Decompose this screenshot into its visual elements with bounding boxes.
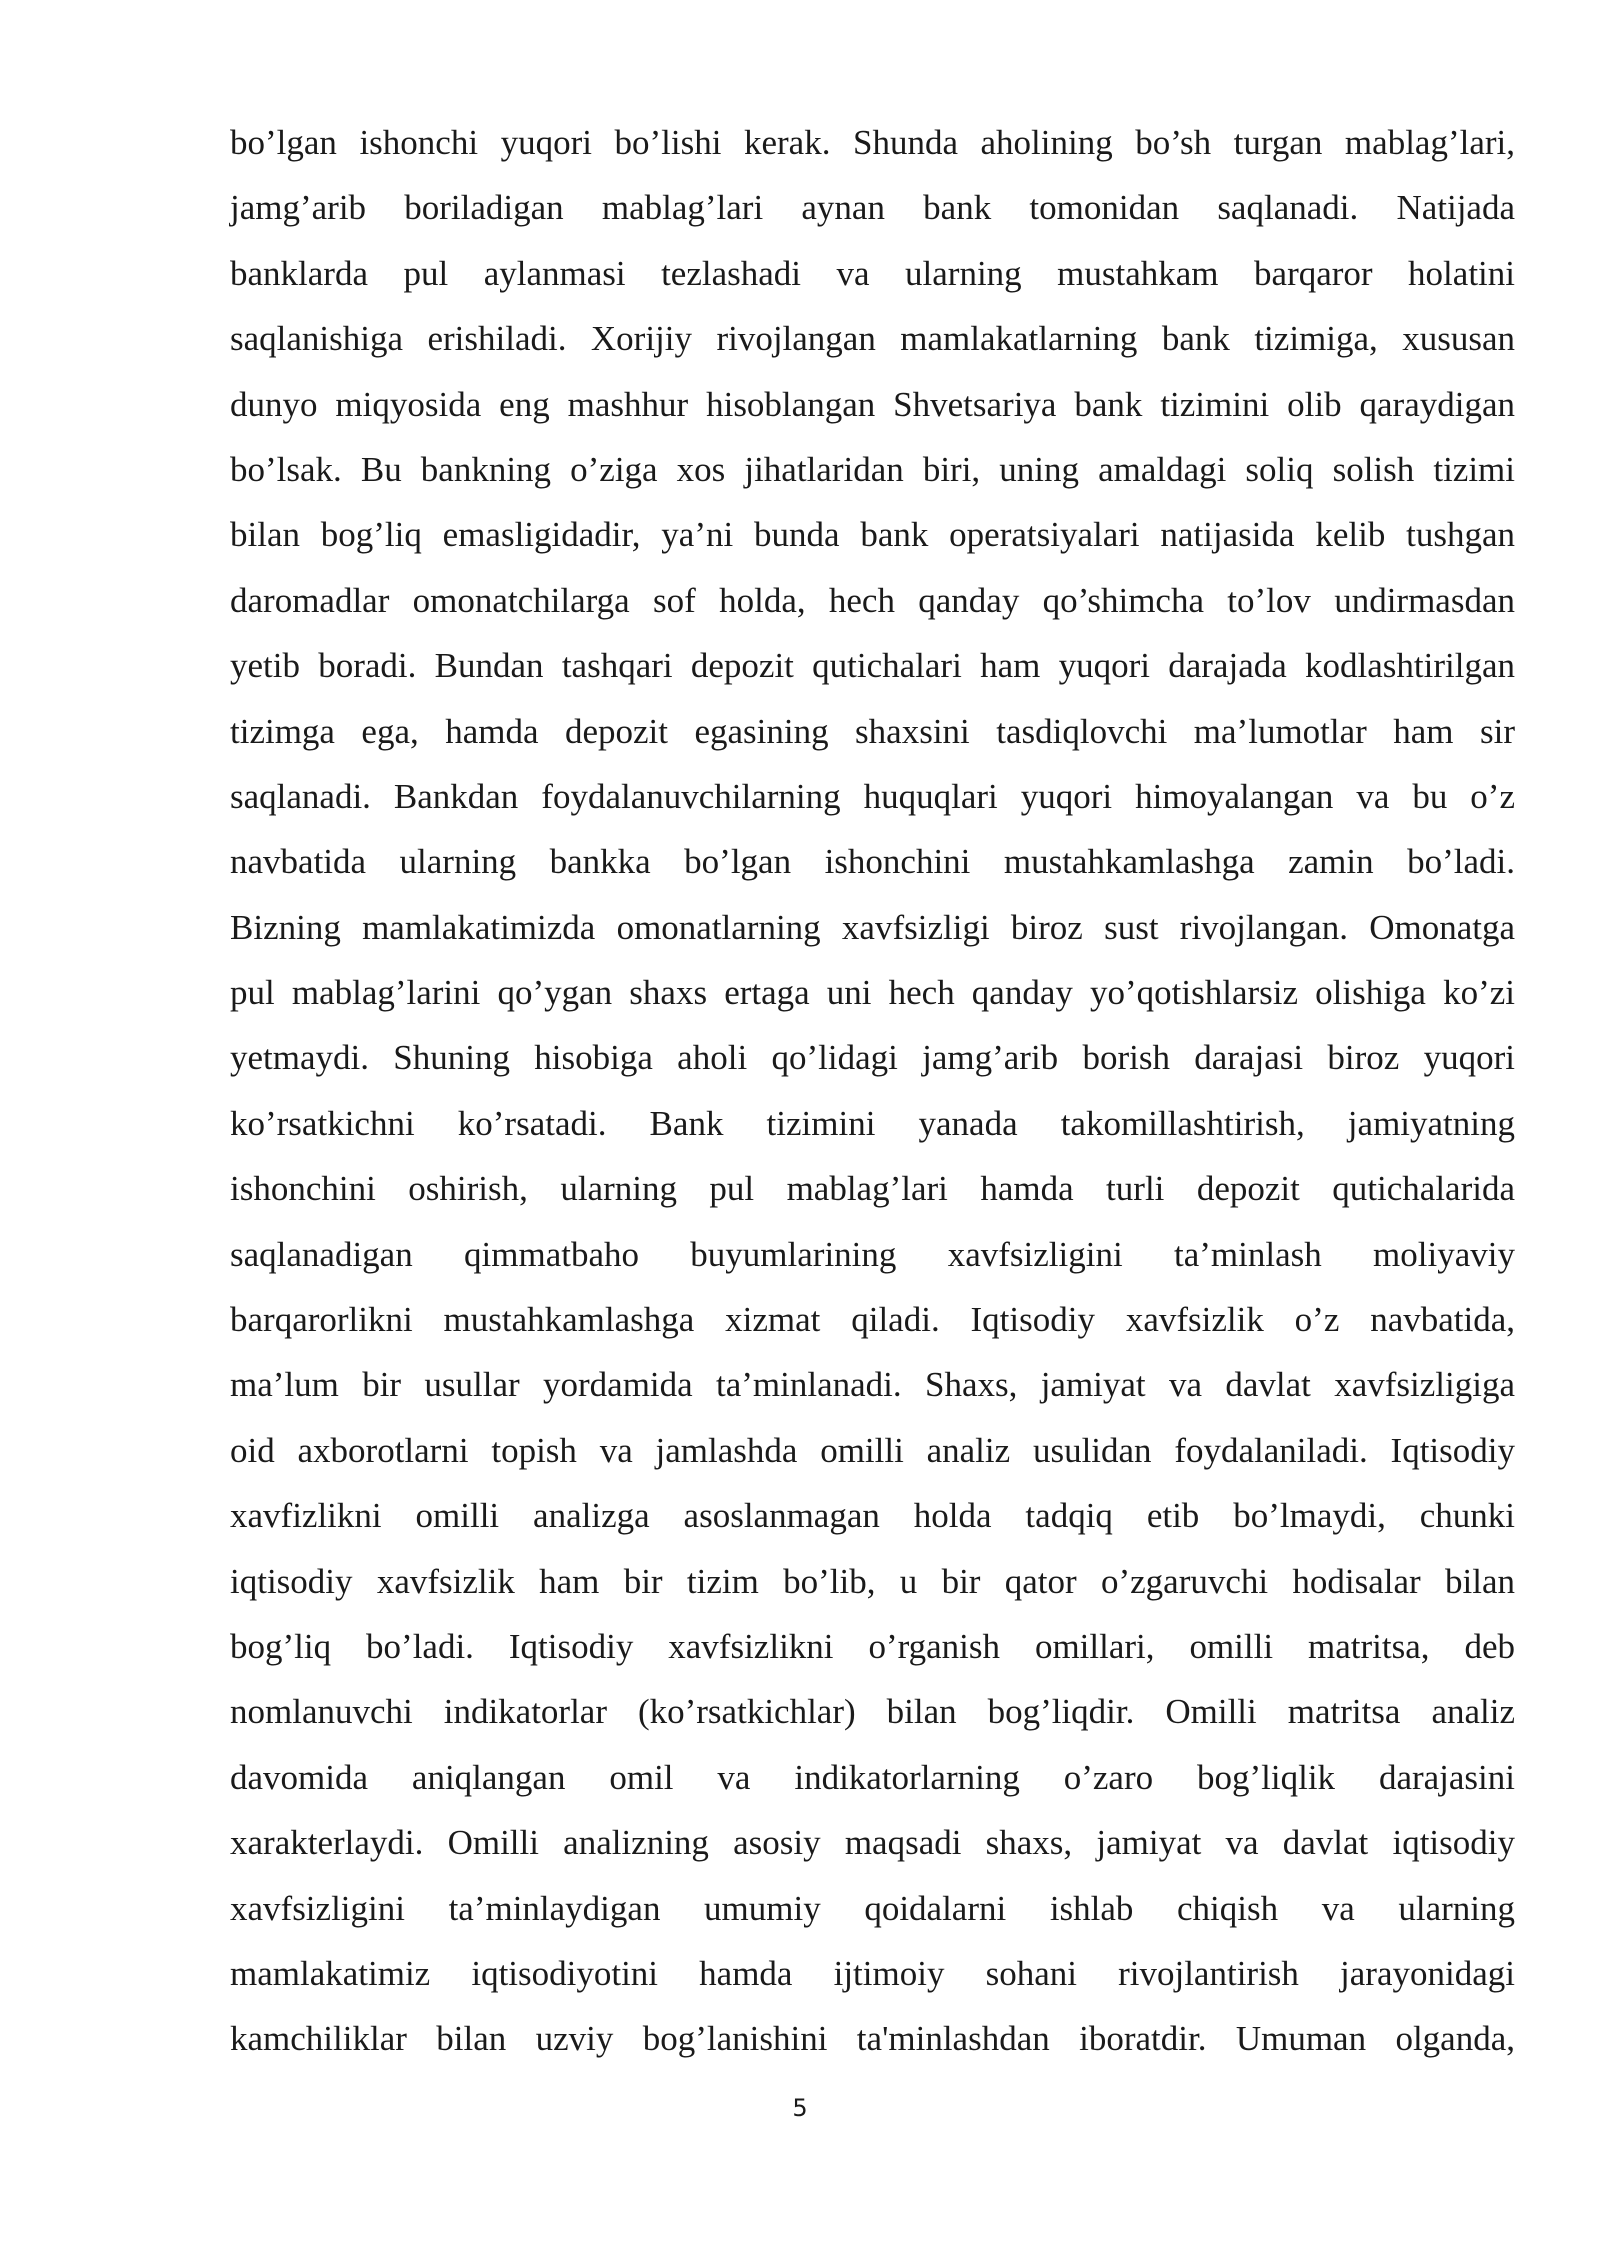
text-line: yetmaydi. Shuning hisobiga aholi qo’lidagi jamg’arib borish darajasi biroz yuqori bbox=[230, 1038, 1515, 1078]
text-line: banklarda pul aylanmasi tezlashadi va ularning mustahkam barqaror holatini bbox=[230, 253, 1515, 293]
text-line: Bizning mamlakatimizda omonatlarning xavfsizligi biroz sust rivojlangan. Omonatga bbox=[230, 907, 1515, 947]
text-line: pul mablag’larini qo’ygan shaxs ertaga uni hech qanday yo’qotishlarsiz olishiga ko’zi bbox=[230, 973, 1515, 1013]
text-line: iqtisodiy xavfsizlik ham bir tizim bo’lib, u bir qator o’zgaruvchi hodisalar bilan bbox=[230, 1561, 1515, 1601]
text-line: saqlanadigan qimmatbaho buyumlarining xavfsizligini ta’minlash moliyaviy bbox=[230, 1234, 1515, 1274]
text-line: dunyo miqyosida eng mashhur hisoblangan Shvetsariya bank tizimini olib qaraydigan bbox=[230, 384, 1515, 424]
text-line: bo’lgan ishonchi yuqori bo’lishi kerak. Shunda aholining bo’sh turgan mablag’lari, bbox=[230, 123, 1515, 162]
text-line: saqlanishiga erishiladi. Xorijiy rivojlangan mamlakatlarning bank tizimiga, xususan bbox=[230, 319, 1515, 359]
text-line: barqarorlikni mustahkamlashga xizmat qiladi. Iqtisodiy xavfsizlik o’z navbatida, bbox=[230, 1300, 1515, 1340]
text-line: ma’lum bir usullar yordamida ta’minlanadi. Shaxs, jamiyat va davlat xavfsizligiga bbox=[230, 1365, 1515, 1405]
text-line: bog’liq bo’ladi. Iqtisodiy xavfsizlikni o’rganish omillari, omilli matritsa, deb bbox=[230, 1626, 1515, 1666]
text-line: oid axborotlarni topish va jamlashda omilli analiz usulidan foydalaniladi. Iqtisodiy bbox=[230, 1430, 1515, 1470]
text-line: ishonchini oshirish, ularning pul mablag’lari hamda turli depozit qutichalarida bbox=[230, 1169, 1515, 1209]
text-line: bo’lsak. Bu bankning o’ziga xos jihatlaridan biri, uning amaldagi soliq solish tizimi bbox=[230, 449, 1515, 489]
text-line: tizimga ega, hamda depozit egasining shaxsini tasdiqlovchi ma’lumotlar ham sir bbox=[230, 711, 1515, 751]
body-paragraph bbox=[230, 110, 1515, 2072]
text-line: xavfizlikni omilli analizga asoslanmagan holda tadqiq etib bo’lmaydi, chunki bbox=[230, 1496, 1515, 1536]
text-line: nomlanuvchi indikatorlar (ko’rsatkichlar) bilan bog’liqdir. Omilli matritsa analiz bbox=[230, 1692, 1515, 1732]
text-line: xavfsizligini ta’minlaydigan umumiy qoidalarni ishlab chiqish va ularning bbox=[230, 1888, 1515, 1928]
text-line: navbatida ularning bankka bo’lgan ishonchini mustahkamlashga zamin bo’ladi. bbox=[230, 842, 1515, 882]
text-line: davomida aniqlangan omil va indikatorlarning o’zaro bog’liqlik darajasini bbox=[230, 1757, 1515, 1797]
text-line: bilan bog’liq emasligidadir, ya’ni bunda bank operatsiyalari natijasida kelib tushgan bbox=[230, 515, 1515, 555]
page-number: 5 bbox=[792, 2094, 808, 2122]
text-line: ko’rsatkichni ko’rsatadi. Bank tizimini yanada takomillashtirish, jamiyatning bbox=[230, 1103, 1515, 1143]
text-line: yetib boradi. Bundan tashqari depozit qutichalari ham yuqori darajada kodlashtirilgan bbox=[230, 646, 1515, 686]
text-line: mamlakatimiz iqtisodiyotini hamda ijtimoiy sohani rivojlantirish jarayonidagi bbox=[230, 1953, 1515, 1993]
text-line: xarakterlaydi. Omilli analizning asosiy maqsadi shaxs, jamiyat va davlat iqtisodiy bbox=[230, 1823, 1515, 1863]
text-line: kamchiliklar bilan uzviy bog’lanishini ta'minlashdan iboratdir. Umuman olganda, bbox=[230, 2019, 1515, 2059]
text-line: jamg’arib boriladigan mablag’lari aynan bank tomonidan saqlanadi. Natijada bbox=[230, 188, 1515, 228]
text-line: daromadlar omonatchilarga sof holda, hech qanday qo’shimcha to’lov undirmasdan bbox=[230, 580, 1515, 620]
text-line: saqlanadi. Bankdan foydalanuvchilarning huquqlari yuqori himoyalangan va bu o’z bbox=[230, 776, 1515, 816]
